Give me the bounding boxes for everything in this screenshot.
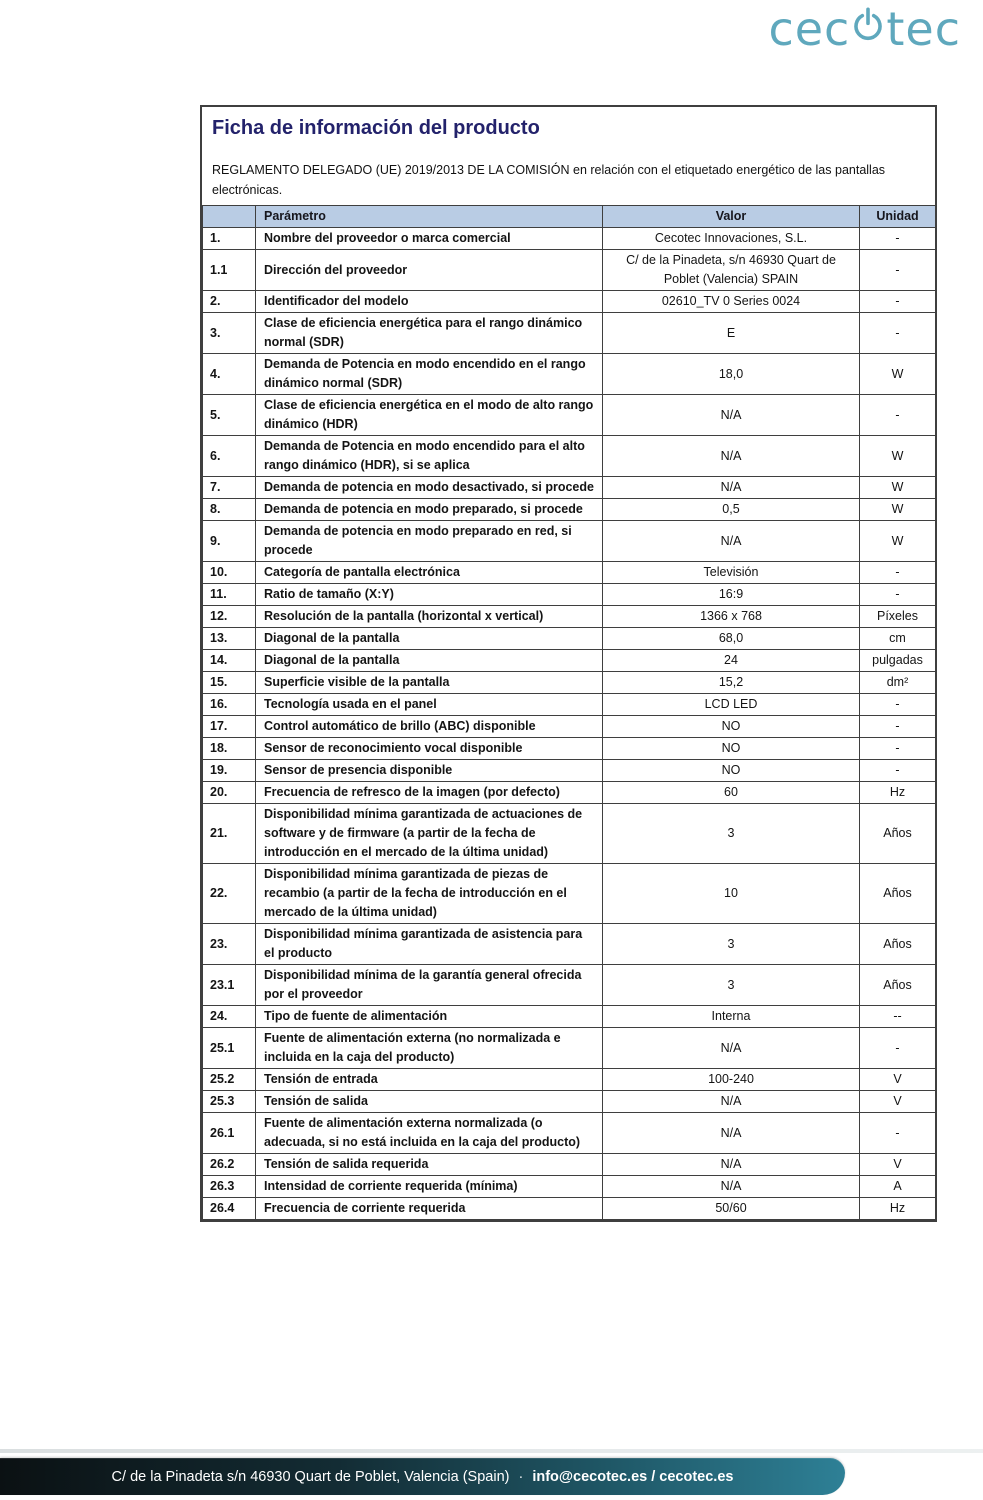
table-row — [203, 965, 936, 1006]
row-number: 25.3 — [203, 1091, 256, 1113]
product-info-table — [202, 205, 936, 1220]
table-row — [203, 694, 936, 716]
table-row — [203, 782, 936, 804]
row-number: 3. — [203, 313, 256, 354]
row-number: 26.2 — [203, 1154, 256, 1176]
row-parameter: Tipo de fuente de alimentación — [256, 1006, 603, 1028]
row-value: Cecotec Innovaciones, S.L. — [603, 228, 860, 250]
row-number: 13. — [203, 628, 256, 650]
row-unit: W — [860, 436, 936, 477]
row-value: 10 — [603, 864, 860, 924]
row-number: 23. — [203, 924, 256, 965]
row-value: 18,0 — [603, 354, 860, 395]
row-unit: Años — [860, 924, 936, 965]
row-value: 0,5 — [603, 499, 860, 521]
row-value: N/A — [603, 477, 860, 499]
row-value: 100-240 — [603, 1069, 860, 1091]
table-row — [203, 477, 936, 499]
row-parameter: Diagonal de la pantalla — [256, 628, 603, 650]
row-value: 3 — [603, 804, 860, 864]
row-value: N/A — [603, 1028, 860, 1069]
row-parameter: Demanda de potencia en modo preparado en red, si procede — [256, 521, 603, 562]
row-unit: - — [860, 694, 936, 716]
header-number-column — [203, 206, 256, 228]
row-parameter: Clase de eficiencia energética en el modo de alto rango dinámico (HDR) — [256, 395, 603, 436]
row-number: 1.1 — [203, 250, 256, 291]
row-unit: - — [860, 1028, 936, 1069]
row-number: 23.1 — [203, 965, 256, 1006]
footer-bar — [0, 1458, 845, 1495]
row-value: 24 — [603, 650, 860, 672]
table-row — [203, 672, 936, 694]
table-row — [203, 924, 936, 965]
row-number: 18. — [203, 738, 256, 760]
table-row — [203, 1028, 936, 1069]
table-row — [203, 864, 936, 924]
row-parameter: Fuente de alimentación externa (no normalizada e incluida en la caja del producto) — [256, 1028, 603, 1069]
row-parameter: Control automático de brillo (ABC) disponible — [256, 716, 603, 738]
row-value: NO — [603, 760, 860, 782]
row-number: 21. — [203, 804, 256, 864]
row-unit: Años — [860, 864, 936, 924]
table-row — [203, 521, 936, 562]
table-row — [203, 499, 936, 521]
table-row — [203, 804, 936, 864]
row-value: Interna — [603, 1006, 860, 1028]
row-parameter: Demanda de Potencia en modo encendido en el rango dinámico normal (SDR) — [256, 354, 603, 395]
header-valor: Valor — [603, 206, 860, 228]
page-title: Ficha de información del producto — [212, 117, 540, 139]
row-parameter: Sensor de presencia disponible — [256, 760, 603, 782]
row-parameter: Dirección del proveedor — [256, 250, 603, 291]
row-unit: V — [860, 1091, 936, 1113]
row-parameter: Disponibilidad mínima garantizada de actuaciones de software y de firmware (a partir de la fecha de introducción en el mercado de la última unidad) — [256, 804, 603, 864]
table-row — [203, 1091, 936, 1113]
row-parameter: Ratio de tamaño (X:Y) — [256, 584, 603, 606]
footer-contact: info@cecotec.es / cecotec.es — [532, 1468, 734, 1485]
row-unit: W — [860, 521, 936, 562]
row-unit: - — [860, 716, 936, 738]
row-parameter: Disponibilidad mínima garantizada de asistencia para el producto — [256, 924, 603, 965]
row-parameter: Demanda de potencia en modo desactivado, si procede — [256, 477, 603, 499]
row-number: 15. — [203, 672, 256, 694]
row-unit: W — [860, 499, 936, 521]
row-value: NO — [603, 738, 860, 760]
row-parameter: Fuente de alimentación externa normalizada (o adecuada, si no está incluida en la caja del producto) — [256, 1113, 603, 1154]
row-parameter: Tecnología usada en el panel — [256, 694, 603, 716]
footer-separator: · — [518, 1468, 524, 1485]
row-value: E — [603, 313, 860, 354]
table-row — [203, 650, 936, 672]
row-parameter: Disponibilidad mínima garantizada de piezas de recambio (a partir de la fecha de introducción en el mercado de la última unidad) — [256, 864, 603, 924]
row-number: 26.4 — [203, 1198, 256, 1220]
footer-shadow-line — [0, 1449, 983, 1453]
row-number: 12. — [203, 606, 256, 628]
row-number: 16. — [203, 694, 256, 716]
row-unit: Hz — [860, 782, 936, 804]
row-parameter: Resolución de la pantalla (horizontal x vertical) — [256, 606, 603, 628]
row-parameter: Disponibilidad mínima de la garantía general ofrecida por el proveedor — [256, 965, 603, 1006]
row-unit: - — [860, 228, 936, 250]
row-value: 3 — [603, 924, 860, 965]
row-parameter: Demanda de Potencia en modo encendido para el alto rango dinámico (HDR), si se aplica — [256, 436, 603, 477]
row-number: 9. — [203, 521, 256, 562]
row-parameter: Tensión de salida — [256, 1091, 603, 1113]
row-number: 5. — [203, 395, 256, 436]
row-value: 16:9 — [603, 584, 860, 606]
row-parameter: Demanda de potencia en modo preparado, si procede — [256, 499, 603, 521]
table-row — [203, 1113, 936, 1154]
row-unit: A — [860, 1176, 936, 1198]
table-row — [203, 738, 936, 760]
row-parameter: Sensor de reconocimiento vocal disponible — [256, 738, 603, 760]
row-unit: - — [860, 1113, 936, 1154]
row-unit: pulgadas — [860, 650, 936, 672]
row-parameter: Superficie visible de la pantalla — [256, 672, 603, 694]
table-row — [203, 313, 936, 354]
row-value: C/ de la Pinadeta, s/n 46930 Quart de Poblet (Valencia) SPAIN — [603, 250, 860, 291]
row-parameter: Diagonal de la pantalla — [256, 650, 603, 672]
row-value: 3 — [603, 965, 860, 1006]
table-row — [203, 291, 936, 313]
row-number: 6. — [203, 436, 256, 477]
row-number: 19. — [203, 760, 256, 782]
row-number: 24. — [203, 1006, 256, 1028]
header-parametro: Parámetro — [256, 206, 603, 228]
table-row — [203, 606, 936, 628]
row-value: N/A — [603, 1113, 860, 1154]
row-value: N/A — [603, 1091, 860, 1113]
row-unit: cm — [860, 628, 936, 650]
cecotec-logo — [768, 0, 961, 56]
row-unit: Hz — [860, 1198, 936, 1220]
row-unit: - — [860, 584, 936, 606]
table-row — [203, 436, 936, 477]
row-parameter: Categoría de pantalla electrónica — [256, 562, 603, 584]
row-value: N/A — [603, 395, 860, 436]
row-unit: - — [860, 738, 936, 760]
row-value: N/A — [603, 1154, 860, 1176]
logo-text-right: tec — [886, 2, 961, 56]
row-number: 17. — [203, 716, 256, 738]
row-parameter: Clase de eficiencia energética para el rango dinámico normal (SDR) — [256, 313, 603, 354]
row-value: LCD LED — [603, 694, 860, 716]
row-number: 14. — [203, 650, 256, 672]
row-parameter: Tensión de entrada — [256, 1069, 603, 1091]
product-sheet — [200, 105, 937, 1222]
row-value: N/A — [603, 1176, 860, 1198]
row-value: N/A — [603, 436, 860, 477]
row-value: 15,2 — [603, 672, 860, 694]
table-row — [203, 395, 936, 436]
row-unit: V — [860, 1154, 936, 1176]
row-unit: - — [860, 760, 936, 782]
row-unit: -- — [860, 1006, 936, 1028]
row-number: 4. — [203, 354, 256, 395]
row-number: 2. — [203, 291, 256, 313]
header-unidad: Unidad — [860, 206, 936, 228]
table-row — [203, 1069, 936, 1091]
table-row — [203, 1006, 936, 1028]
row-unit: Años — [860, 804, 936, 864]
row-parameter: Frecuencia de refresco de la imagen (por defecto) — [256, 782, 603, 804]
row-number: 20. — [203, 782, 256, 804]
row-number: 22. — [203, 864, 256, 924]
row-unit: W — [860, 477, 936, 499]
row-number: 10. — [203, 562, 256, 584]
table-row — [203, 354, 936, 395]
row-unit: - — [860, 250, 936, 291]
row-value: 60 — [603, 782, 860, 804]
row-parameter: Nombre del proveedor o marca comercial — [256, 228, 603, 250]
row-parameter: Intensidad de corriente requerida (mínima) — [256, 1176, 603, 1198]
table-row — [203, 760, 936, 782]
table-row — [203, 1154, 936, 1176]
row-unit: V — [860, 1069, 936, 1091]
row-number: 25.2 — [203, 1069, 256, 1091]
row-number: 26.1 — [203, 1113, 256, 1154]
row-value: 50/60 — [603, 1198, 860, 1220]
row-value: N/A — [603, 521, 860, 562]
row-value: NO — [603, 716, 860, 738]
regulation-subtitle: REGLAMENTO DELEGADO (UE) 2019/2013 DE LA COMISIÓN en relación con el etiquetado energético de las pantallas electrónicas. — [212, 163, 886, 197]
table-row — [203, 250, 936, 291]
table-row — [203, 628, 936, 650]
table-row — [203, 584, 936, 606]
row-unit: - — [860, 395, 936, 436]
row-number: 1. — [203, 228, 256, 250]
row-unit: - — [860, 291, 936, 313]
row-number: 7. — [203, 477, 256, 499]
row-unit: Píxeles — [860, 606, 936, 628]
row-unit: - — [860, 562, 936, 584]
row-parameter: Identificador del modelo — [256, 291, 603, 313]
row-value: 1366 x 768 — [603, 606, 860, 628]
table-row — [203, 228, 936, 250]
row-unit: dm² — [860, 672, 936, 694]
row-number: 11. — [203, 584, 256, 606]
row-value: Televisión — [603, 562, 860, 584]
row-number: 26.3 — [203, 1176, 256, 1198]
logo-text-left: cec — [768, 2, 851, 56]
footer-address: C/ de la Pinadeta s/n 46930 Quart de Poblet, Valencia (Spain) — [111, 1468, 510, 1485]
row-unit: Años — [860, 965, 936, 1006]
row-parameter: Frecuencia de corriente requerida — [256, 1198, 603, 1220]
table-row — [203, 716, 936, 738]
row-value: 02610_TV 0 Series 0024 — [603, 291, 860, 313]
table-row — [203, 1198, 936, 1220]
row-unit: - — [860, 313, 936, 354]
row-value: 68,0 — [603, 628, 860, 650]
power-icon — [851, 7, 885, 45]
row-parameter: Tensión de salida requerida — [256, 1154, 603, 1176]
table-row — [203, 1176, 936, 1198]
table-header-row — [203, 206, 936, 228]
row-number: 8. — [203, 499, 256, 521]
row-number: 25.1 — [203, 1028, 256, 1069]
table-row — [203, 562, 936, 584]
row-unit: W — [860, 354, 936, 395]
